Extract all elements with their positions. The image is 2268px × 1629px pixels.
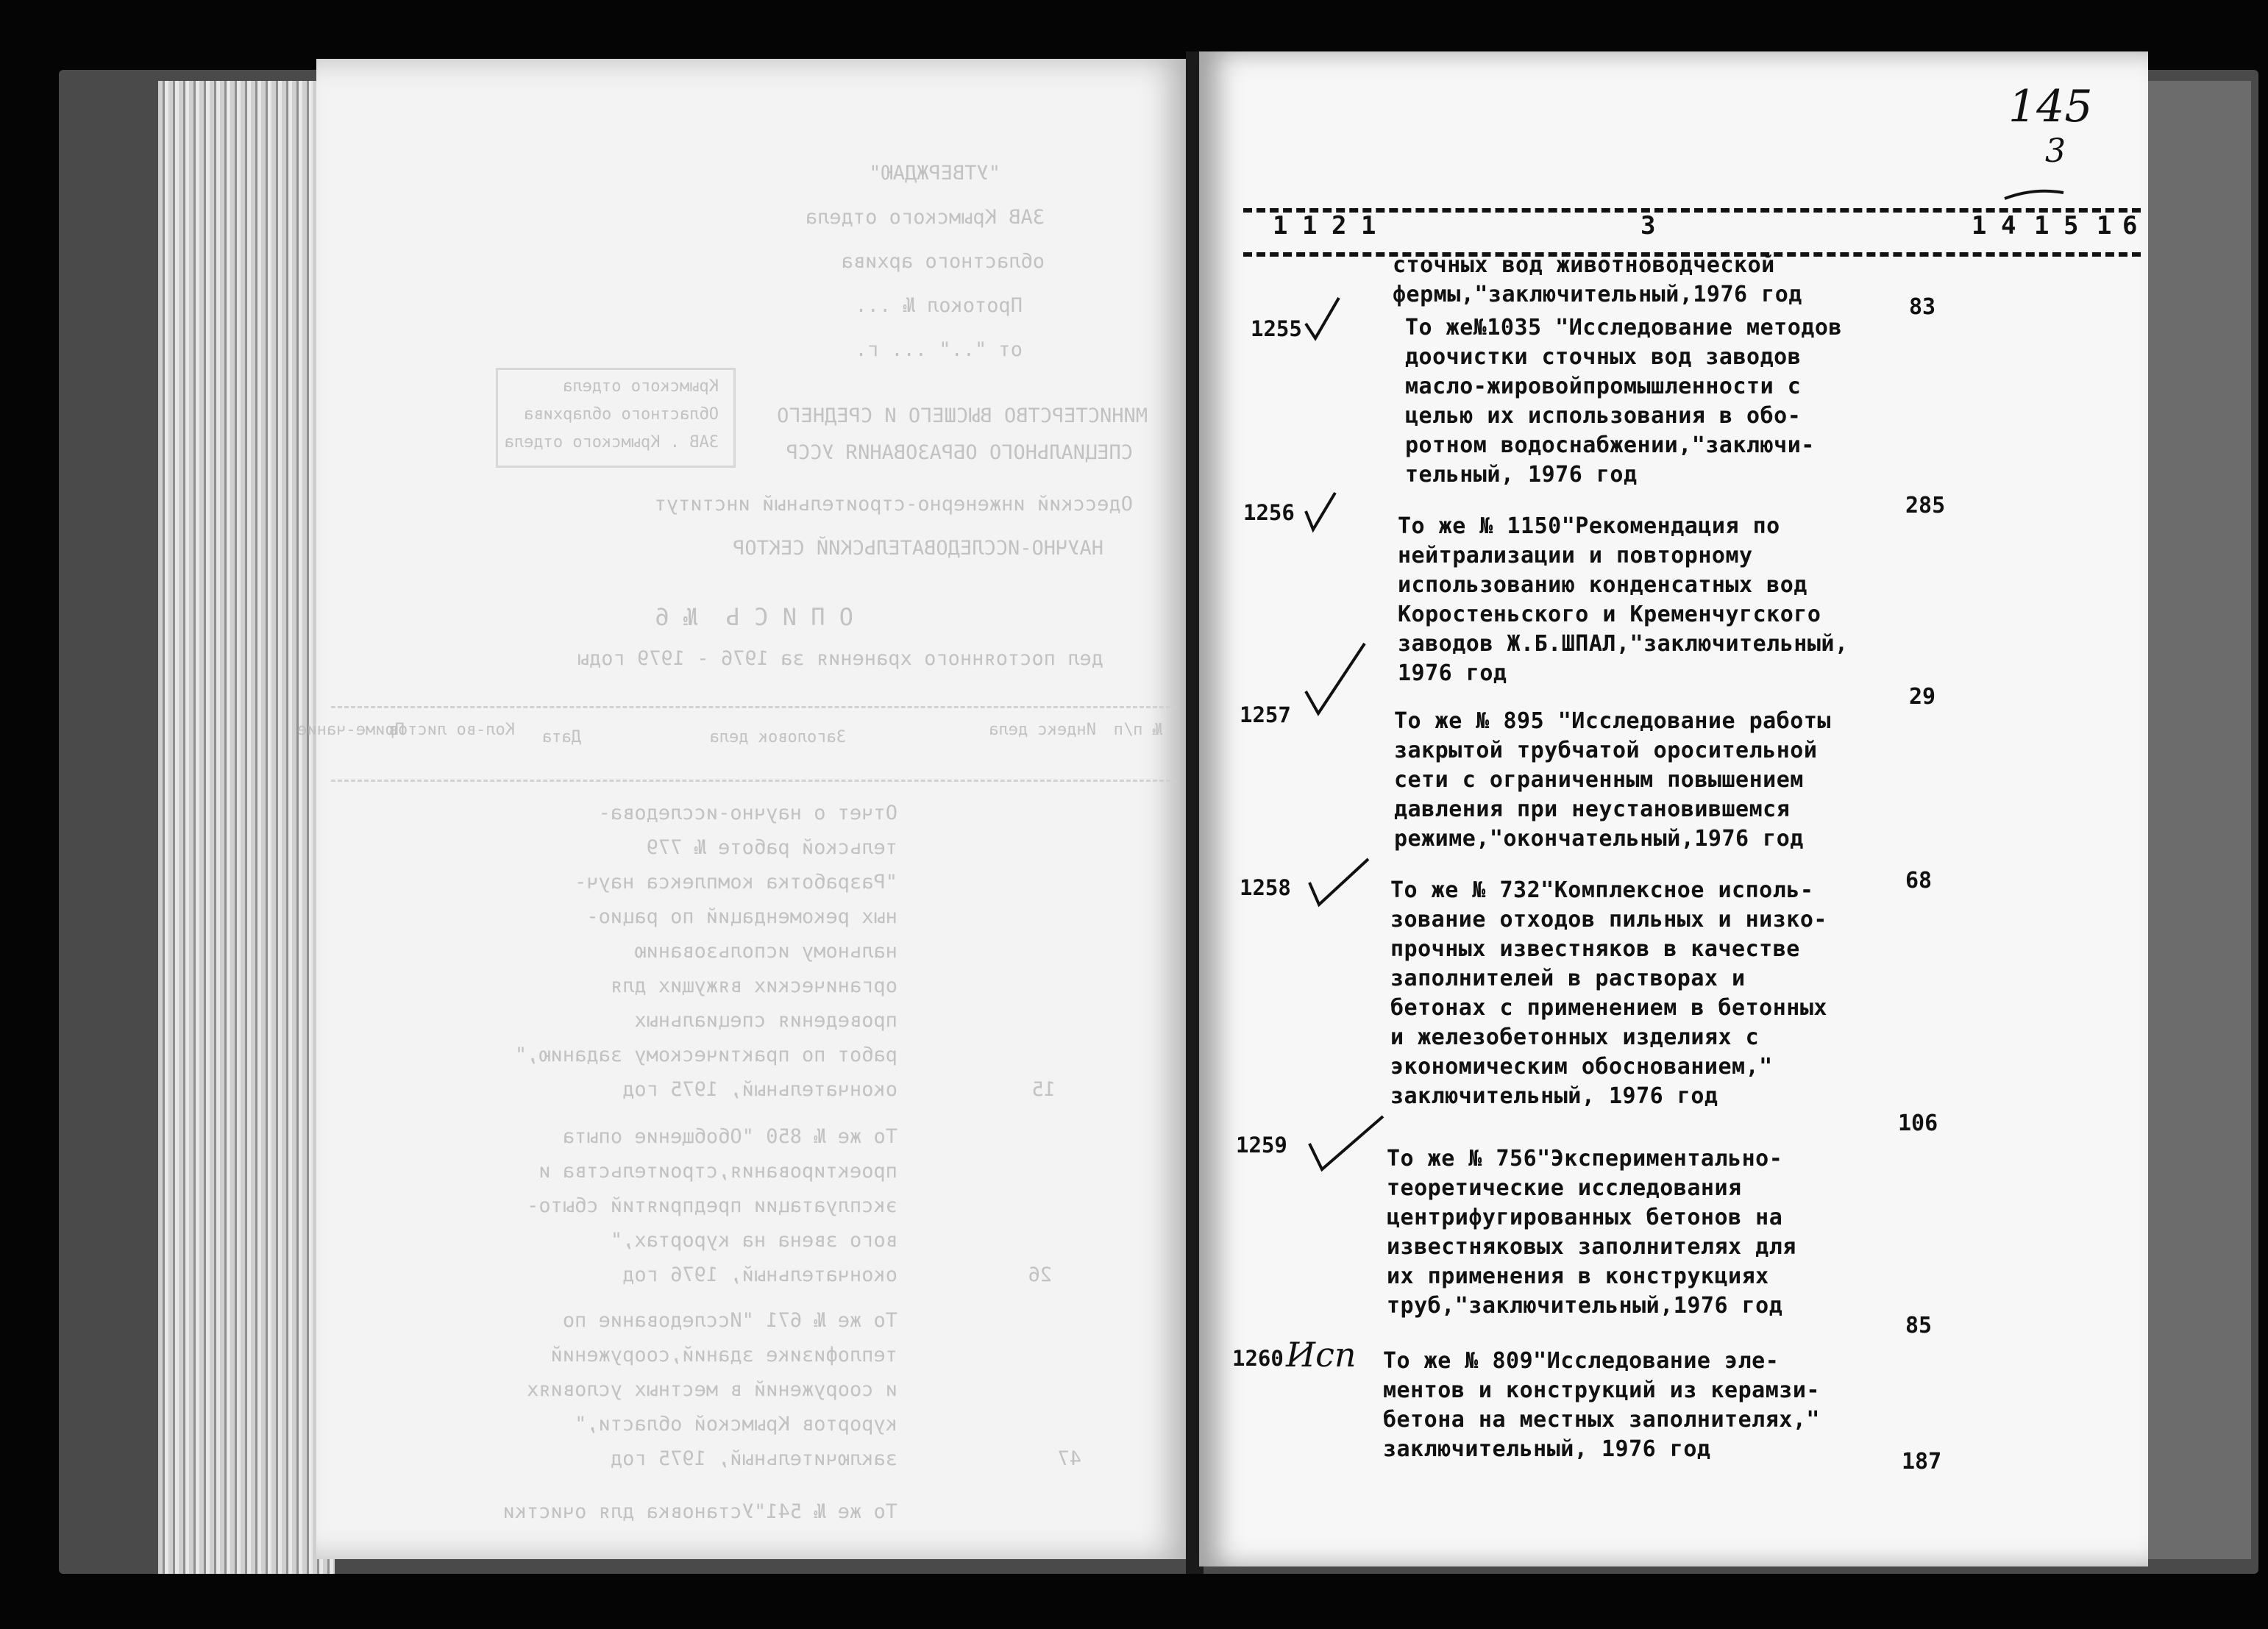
bleed-ministry-line: НАУЧНО-ИССЛЕДОВАТЕЛЬСКИЙ СЕКТОР <box>733 537 1103 560</box>
bleed-opis-title: О П И С Ь № 6 <box>655 603 853 631</box>
entry-number: 1257 <box>1240 702 1291 727</box>
bleed-header-line: ЗАВ Крымского отдела <box>805 206 1045 229</box>
entry-number: 1259 <box>1236 1133 1287 1158</box>
bleed-header-line: областного архива <box>841 250 1045 273</box>
check-mark-icon <box>1306 853 1372 912</box>
bleed-opis-subtitle: дел постоянного хранения за 1976 - 1979 годы <box>577 647 1103 670</box>
entry-line: заполнителей в растворах и <box>1390 966 1746 991</box>
header-col: 1 <box>2034 211 2050 240</box>
entry-line: заключительный, 1976 год <box>1383 1436 1711 1462</box>
bleed-stamp-line: ЗАВ . Крымского отдела <box>504 433 719 452</box>
entry-count: 106 <box>1898 1111 1938 1136</box>
right-page <box>1199 51 2148 1566</box>
margin-note: Исп <box>1286 1335 1357 1375</box>
bleed-body-line: "Разработка комплекса науч- <box>575 871 897 894</box>
bleed-body-line: То же № 541"Установка для очистки <box>502 1500 897 1523</box>
bleed-through-text <box>297 59 1192 1559</box>
entry-count: 85 <box>1905 1313 1933 1339</box>
bleed-body-line: То же № 850 "Обобщение опыта <box>562 1125 897 1148</box>
entry-line: давления при неустановившемся <box>1394 796 1791 822</box>
bleed-col-head: Заголовок дела <box>709 728 846 746</box>
bleed-header-line: Протокол № ... <box>855 294 1023 317</box>
bleed-ministry-line: Одесский инженерно-строительный институт <box>654 493 1133 516</box>
bleed-ministry-line: МИНИСТЕРСТВО ВЫСШЕГО И СРЕДНЕГО <box>777 404 1148 427</box>
entry-number: 1260 <box>1232 1346 1284 1371</box>
check-mark-icon <box>1302 640 1368 721</box>
entry-line: заключительный, 1976 год <box>1390 1083 1718 1109</box>
header-col: 1 <box>1972 211 1987 240</box>
header-col: 6 <box>2122 211 2138 240</box>
entry-line: известняковых заполнителях для <box>1387 1234 1796 1260</box>
bleed-body-count: 15 <box>1031 1078 1056 1101</box>
bleed-body-line: То же № 671 "Исследование по <box>562 1309 897 1332</box>
entry-line: 1976 год <box>1398 660 1507 686</box>
entry-line: доочистки сточных вод заводов <box>1405 344 1802 370</box>
bleed-body-line: окончательный, 1976 год <box>622 1263 897 1286</box>
header-col: 1 <box>1273 211 1288 240</box>
page-stack-left <box>158 81 335 1574</box>
entry-line: прочных известняков в качестве <box>1390 936 1800 962</box>
bleed-ministry-line: СПЕЦИАЛЬНОГО ОБРАЗОВАНИЯ УССР <box>786 441 1133 464</box>
last-count: 187 <box>1902 1449 1942 1475</box>
header-col: 1 <box>1302 211 1318 240</box>
underline-mark-icon <box>2001 184 2067 206</box>
entry-line: ментов и конструкций из керамзи- <box>1383 1377 1820 1403</box>
entry-line: экономическим обоснованием," <box>1390 1054 1773 1080</box>
check-mark-icon <box>1306 1111 1387 1177</box>
entry-line: тельный, 1976 год <box>1405 462 1638 488</box>
header-col: 3 <box>1640 211 1656 240</box>
bleed-header-line: от ".." ... г. <box>855 338 1023 361</box>
entry-line: сети с ограниченным повышением <box>1394 767 1804 793</box>
entry-line: То же № 1150"Рекомендация по <box>1398 513 1780 539</box>
bleed-col-head: Приме-чание <box>297 721 405 739</box>
bleed-body-line: теплофизике зданий,сооружений <box>550 1344 897 1366</box>
bleed-body-line: окончательный, 1975 год <box>622 1078 897 1101</box>
entry-line: целью их использования в обо- <box>1405 403 1802 429</box>
entry-line: сточных вод животноводческой <box>1393 252 1775 278</box>
entry-line: их применения в конструкциях <box>1387 1263 1769 1289</box>
entry-count: 68 <box>1905 868 1933 894</box>
bleed-stamp <box>496 368 736 468</box>
bleed-body-line: вого звена на курортах," <box>610 1229 897 1252</box>
entry-number: 1258 <box>1240 875 1291 900</box>
bleed-col-head: Дата <box>542 728 581 746</box>
entry-line: То же № 756"Экспериментально- <box>1387 1146 1783 1172</box>
bleed-col-head: № п/п <box>1113 721 1162 739</box>
entry-line: То же№1035 "Исследование методов <box>1405 315 1842 341</box>
bleed-body-line: Отчет о научно-исследова- <box>598 802 897 824</box>
bleed-col-head: Индекс дела <box>989 721 1096 739</box>
archive-page-number: 145 <box>2008 81 2093 132</box>
entry-line: фермы,"заключительный,1976 год <box>1393 282 1802 307</box>
header-col: 1 <box>2097 211 2112 240</box>
bleed-header-line: "УТВЕРЖДАЮ" <box>869 162 1000 185</box>
bleed-body-line: работ по практическому заданию," <box>514 1044 897 1066</box>
check-mark-icon <box>1302 485 1346 537</box>
entry-line: заводов Ж.Б.ШПАЛ,"заключительный, <box>1398 631 1849 657</box>
bleed-body-line: органических вяжущих для <box>610 974 897 997</box>
entry-line: То же № 895 "Исследование работы <box>1394 708 1831 734</box>
bleed-col-head: Кол-во листов <box>388 721 515 739</box>
header-col: 2 <box>1332 211 1347 240</box>
bleed-body-count: 47 <box>1057 1447 1081 1470</box>
entry-line: режиме,"окончательный,1976 год <box>1394 826 1804 852</box>
bleed-body-line: проектирования,строительства и <box>538 1160 897 1183</box>
entry-line: использованию конденсатных вод <box>1398 572 1807 598</box>
entry-line: ротном водоснабжении,"заключи- <box>1405 432 1815 458</box>
entry-number: 1255 <box>1251 316 1302 341</box>
bleed-body-line: тельской работе № 779 <box>646 836 897 859</box>
bleed-body-line: ных рекомендаций по рацио- <box>586 905 897 928</box>
bleed-body-line: и сооружений в местных условиях <box>527 1378 897 1401</box>
entry-line: и железобетонных изделиях с <box>1390 1024 1760 1050</box>
entry-line: То же № 732"Комплексное исполь- <box>1390 877 1814 903</box>
bleed-rule <box>331 706 1177 708</box>
entry-line: центрифугированных бетонов на <box>1387 1205 1783 1230</box>
bleed-body-line: заключительный, 1975 год <box>610 1447 897 1470</box>
archive-sub-number: 3 <box>2045 132 2066 170</box>
bleed-rule <box>331 780 1177 782</box>
entry-line: бетонах с применением в бетонных <box>1390 995 1827 1021</box>
header-col: 5 <box>2063 211 2079 240</box>
entry-line: труб,"заключительный,1976 год <box>1387 1293 1783 1319</box>
entry-count: 83 <box>1909 294 1936 320</box>
bleed-body-count: 26 <box>1028 1263 1052 1286</box>
entry-line: закрытой трубчатой оросительной <box>1394 738 1818 763</box>
bleed-body-line: нальному использованию <box>634 940 897 963</box>
entry-line: То же № 809"Исследование эле- <box>1383 1348 1780 1374</box>
entry-line: зование отходов пильных и низко- <box>1390 907 1827 933</box>
entry-line: масло-жировойпромышленности с <box>1405 374 1802 399</box>
entry-number: 1256 <box>1243 500 1295 525</box>
entry-line: теоретические исследования <box>1387 1175 1742 1201</box>
header-col: 4 <box>2001 211 2016 240</box>
entry-count: 29 <box>1909 684 1936 710</box>
left-page <box>297 59 1192 1559</box>
bleed-body-line: эксплуатации предприятий сбыто- <box>527 1194 897 1217</box>
entry-line: Коростеньского и Кременчугского <box>1398 602 1821 627</box>
bleed-body-line: проведения специальных <box>634 1009 897 1032</box>
entry-count: 285 <box>1905 493 1946 518</box>
bleed-body-line: курортов Крымской области," <box>575 1413 897 1436</box>
check-mark-icon <box>1302 294 1346 346</box>
header-col: 1 <box>1361 211 1376 240</box>
bleed-stamp-line: Областного облархива <box>524 405 719 424</box>
entry-line: нейтрализации и повторному <box>1398 543 1753 568</box>
entry-line: бетона на местных заполнителях," <box>1383 1407 1820 1433</box>
bleed-stamp-line: Крымского отдела <box>563 377 719 396</box>
